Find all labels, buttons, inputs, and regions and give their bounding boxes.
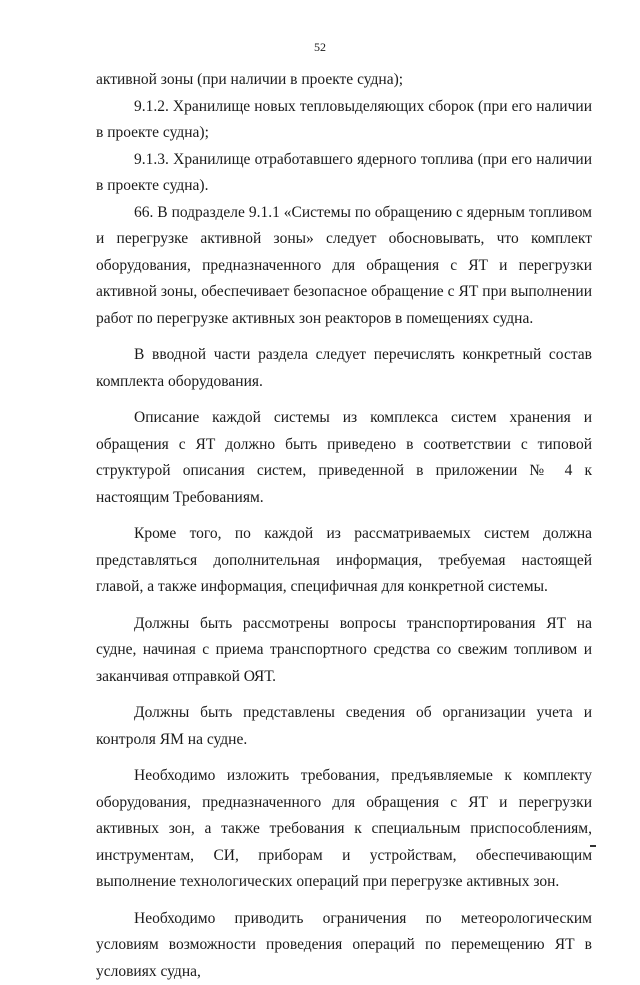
paragraph-item-66: 66. В подразделе 9.1.1 «Системы по обращению с ядерным топливом и перегрузке активной зоны» следует обосновывать, что комплект оборудования, предназначенного для обращения с ЯТ и перегрузки активной зоны, обеспечивает безопасное обращение с ЯТ при выполнении работ по перегрузке активных зон реакторов в помещениях судна. (96, 200, 592, 333)
paragraph: Необходимо приводить ограничения по метеорологическим условиям возможности проведения операций по перемещению ЯТ в условиях судна, (96, 906, 592, 985)
paragraph: Описание каждой системы из комплекса систем хранения и обращения с ЯТ должно быть приведено в соответствии с типовой структурой описания систем, приведенной в приложении № 4 к настоящим Требованиям. (96, 405, 592, 511)
page-number: 52 (0, 40, 640, 55)
paragraph: Должны быть представлены сведения об организации учета и контроля ЯМ на судне. (96, 700, 592, 753)
paragraph: Необходимо изложить требования, предъявляемые к комплекту оборудования, предназначенного для обращения с ЯТ и перегрузки активных зон, а также требования к специальным приспособлениям, инструментам, СИ, приборам и устройствам, обеспечивающим выполнение технологических операций при перегрузке активных зон. (96, 763, 592, 896)
paragraph-item-9-1-3: 9.1.3. Хранилище отработавшего ядерного топлива (при его наличии в проекте судна). (96, 147, 592, 200)
paragraph-item-9-1-2: 9.1.2. Хранилище новых тепловыделяющих сборок (при его наличии в проекте судна); (96, 94, 592, 147)
scan-mark (590, 845, 596, 847)
paragraph: Кроме того, по каждой из рассматриваемых систем должна представляться дополнительная информация, требуемая настоящей главой, а также информация, специфичная для конкретной системы. (96, 521, 592, 601)
paragraph: В вводной части раздела следует перечислять конкретный состав комплекта оборудования. (96, 342, 592, 395)
paragraph-continuation: активной зоны (при наличии в проекте судна); (96, 67, 592, 94)
paragraph: Должны быть рассмотрены вопросы транспортирования ЯТ на судне, начиная с приема транспортного средства со свежим топливом и заканчивая отправкой ОЯТ. (96, 611, 592, 691)
body-text (96, 67, 592, 985)
